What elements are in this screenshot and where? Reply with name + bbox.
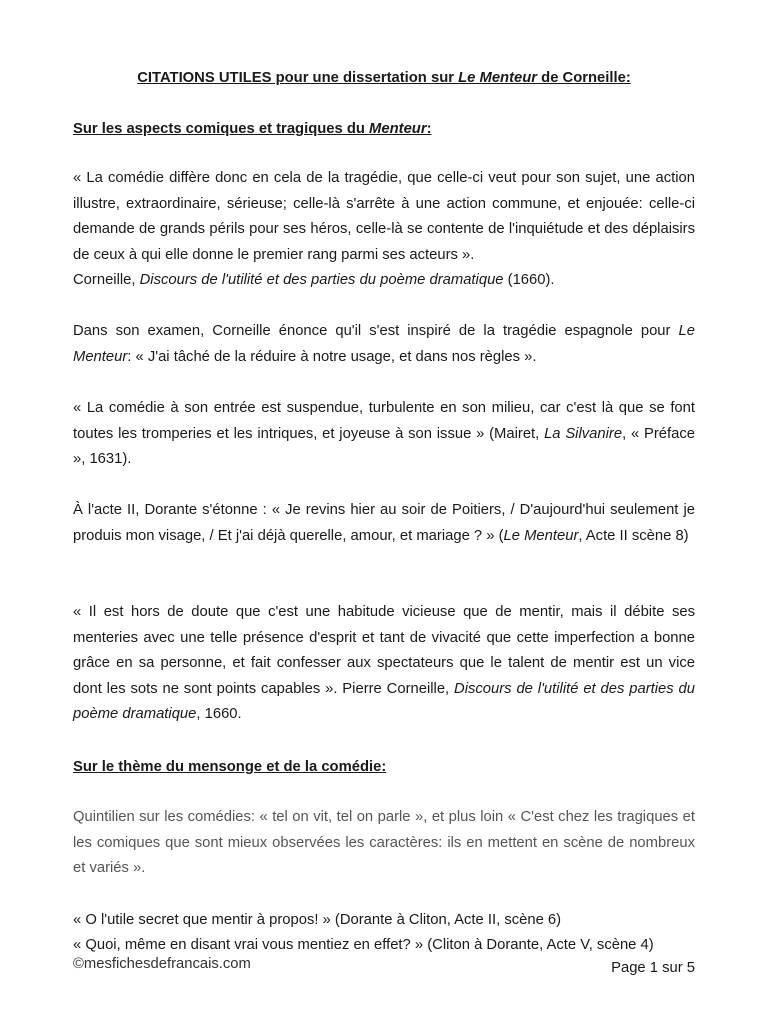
paragraph-text-end: , « Préface », 1631).	[73, 425, 695, 467]
title-text-end: de Corneille:	[537, 70, 631, 86]
heading-text: Sur le thème du mensonge et de la comédie:	[73, 759, 387, 775]
title-text: CITATIONS UTILES pour une dissertation sur	[137, 70, 459, 86]
quote-line-dorante	[73, 910, 561, 930]
paragraph-work: Le Menteur	[503, 527, 579, 544]
quote-text: « La comédie diffère donc en cela de la tragédie, que celle-ci veut pour son sujet, une action illustre, extraordinaire, sérieuse; celle-là s'arrête à une action commune, et enjouée: celle-ci demande de grands périls pour ses héros, celle-là se contente de l'inquiétude et des déplaisirs de ceux à qui elle donne le premier rang parmi ses acteurs ».	[73, 170, 695, 263]
quote-text: « O l'utile secret que mentir à propos! » (Dorante à Cliton, Acte II, scène 6)	[73, 912, 562, 928]
source-year: (1660).	[503, 272, 555, 288]
source-author: Corneille,	[73, 272, 140, 288]
paragraph-work: Le Menteur	[73, 323, 695, 365]
quote-line-cliton	[73, 935, 654, 955]
title-work: Le Menteur	[458, 70, 538, 86]
heading-text: Sur les aspects comiques et tragiques du	[73, 121, 370, 137]
paragraph-work: La Silvanire	[544, 425, 623, 442]
paragraph-quintilien	[73, 805, 695, 882]
paragraph-examen	[73, 319, 695, 370]
paragraph-text-end: , Acte II scène 8)	[578, 527, 689, 544]
paragraph-text: « La comédie à son entrée est suspendue, turbulente en son milieu, car c'est là que se font toutes les tromperies et les intriques, et joyeuse à son issue » (Mairet,	[73, 400, 695, 442]
paragraph-corneille-discours	[73, 600, 695, 728]
paragraph-mairet	[73, 396, 695, 473]
quote-paragraph-1	[73, 166, 695, 294]
paragraph-text: « Il est hors de doute que c'est une habitude vicieuse que de mentir, mais il débite ses menteries avec une telle présence d'esprit et tant de vivacité que cette imperfection a bonne grâce en sa personne, et fait confesser aux spectateurs que le talent de mentir est un vice dont les sots ne sont points capables ». Pierre Corneille,	[73, 604, 695, 697]
paragraph-text: À l'acte II, Dorante s'étonne : « Je revins hier au soir de Poitiers, / D'aujourd'hui seulement je produis mon visage, / Et j'ai déjà querelle, amour, et mariage ? » (	[73, 502, 695, 544]
heading-work: Menteur	[369, 121, 427, 137]
page-number: Page 1 sur 5	[611, 960, 695, 976]
section-heading-comic-tragic	[73, 119, 432, 139]
page-footer	[73, 955, 695, 975]
paragraph-text: Quintilien sur les comédies: « tel on vit, tel on parle », et plus loin « C'est chez les tragiques et les comiques que sont mieux observées les caractères: ils en mettent en scène de nombreux et variés ».	[73, 809, 695, 876]
quote-text: « Quoi, même en disant vrai vous mentiez en effet? » (Cliton à Dorante, Acte V, scène 4)	[73, 937, 654, 953]
source-work: Discours de l'utilité et des parties du poème dramatique	[139, 272, 504, 288]
paragraph-dorante	[73, 498, 695, 549]
footer-copyright: ©mesfichesdefrancais.com	[73, 956, 251, 972]
heading-colon: :	[426, 121, 432, 137]
paragraph-work: Discours de l'utilité et des parties du poème dramatique	[73, 680, 695, 722]
paragraph-text: Dans son examen, Corneille énonce qu'il s'est inspiré de la tragédie espagnole pour	[73, 323, 679, 339]
page-title	[0, 68, 768, 88]
section-heading-lie-comedy	[73, 757, 386, 777]
paragraph-text-end: , 1660.	[196, 706, 242, 722]
paragraph-text-end: : « J'ai tâché de la réduire à notre usage, et dans nos règles ».	[127, 348, 537, 365]
